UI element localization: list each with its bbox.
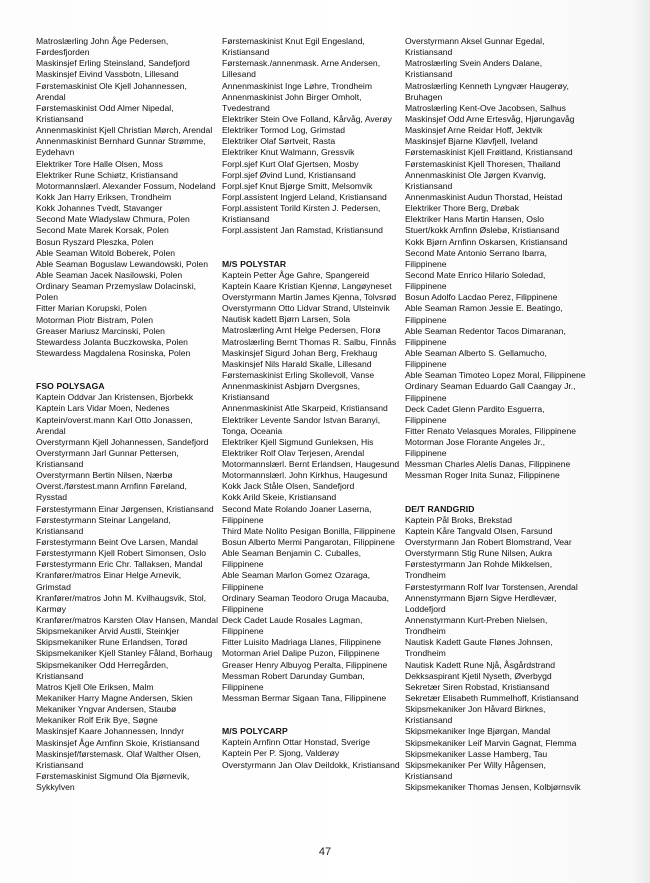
crew-entry-line: Førstestyrmann Beint Ove Larsen, Mandal: [36, 537, 198, 548]
crew-entry-line: Fitter Luisito Madriaga Llanes, Filippinene: [222, 637, 382, 648]
crew-entry-line: Matros Kjell Ole Eriksen, Malm: [36, 681, 154, 692]
crew-entry-line: Able Seaman Timoteo Lopez Moral, Filippinene: [405, 370, 586, 381]
crew-entry-line: Elektriker Tormod Log, Grimstad: [222, 125, 346, 136]
crew-entry-line: Motormannslærl. John Kirkhus, Haugesund: [222, 470, 388, 481]
section-heading-ms-polycarp: M/S POLYCARP: [222, 726, 288, 737]
crew-entry-line: Forpl.assistent Jan Ramstad, Kristiansund: [222, 225, 383, 236]
crew-entry-line: Ordinary Seaman Eduardo Gall Caangay Jr.,: [405, 381, 576, 392]
crew-list: [405, 515, 603, 794]
crew-entry-line: Sekretær Siren Robstad, Kristiansand: [405, 681, 550, 692]
crew-entry-line: Overstyrmann Aksel Gunnar Egedal,: [405, 36, 545, 46]
crew-entry-line: Filippinene: [222, 581, 264, 592]
crew-entry-line: Maskinsjef Nils Harald Skalle, Lillesand: [222, 358, 372, 369]
crew-entry-line: Matroslærling Svein Anders Dalane,: [405, 58, 543, 69]
crew-entry-line: Loddefjord: [405, 603, 446, 614]
crew-entry-line: Able Seaman Witold Boberek, Polen: [36, 247, 176, 258]
crew-entry-line: Kristiansand: [36, 670, 84, 681]
crew-entry-line: Elektriker Stein Ove Folland, Kårvåg, Averøy: [222, 113, 392, 124]
crew-entry-line: Skipsmekaniker Inge Bjørgan, Mandal: [405, 726, 551, 737]
crew-entry-line: Kokk Arild Skeie, Kristiansand: [222, 492, 337, 503]
crew-entry-line: Førstemaskinist Kjell Frøitland, Kristiansand: [405, 147, 573, 158]
crew-entry-line: Overstyrmann Bertin Nilsen, Nærbø: [36, 470, 173, 481]
crew-entry-line: Tvedestrand: [222, 102, 270, 113]
crew-entry-line: Førstestyrmann Rolf Ivar Torstensen, Arendal: [405, 581, 578, 592]
crew-entry-line: Overstyrmann Martin James Kjenna, Tolvsrød: [222, 291, 397, 302]
crew-entry-line: Overstyrmann Jan Robert Blomstrand, Vear: [405, 537, 572, 548]
crew-entry-line: Skipsmekaniker Jon Håvard Birknes,: [405, 704, 546, 715]
crew-entry-line: Bosun Alberto Mermi Pangarotan, Filippinene: [222, 537, 395, 548]
crew-entry-line: Filippinene: [405, 392, 447, 403]
crew-entry-line: Førstestyrmann Eric Chr. Tallaksen, Mandal: [36, 559, 203, 570]
crew-entry-line: Messman Bermar Sigaan Tana, Filippinene: [222, 693, 387, 704]
crew-entry-line: Forpl.assistent Ingjerd Leland, Kristiansand: [222, 191, 387, 202]
crew-entry-line: Annenstyrmann Kurt-Preben Nielsen,: [405, 615, 548, 626]
crew-entry-line: Overst./førstest.mann Arnfinn Føreland,: [36, 481, 187, 492]
crew-entry-line: Maskinsjef Eivind Vassbotn, Lillesand: [36, 69, 179, 80]
crew-entry-line: Deck Cadet Laude Rosales Lagman,: [222, 615, 363, 626]
crew-entry-line: Kristiansand: [405, 47, 453, 58]
crew-entry-line: Able Seaman Marlon Gomez Ozaraga,: [222, 570, 371, 581]
crew-entry-line: Annenstyrmann Bjørn Sigve Herdlevær,: [405, 592, 557, 603]
crew-entry-line: Overstyrmann Kjell Johannessen, Sandefjord: [36, 436, 209, 447]
crew-entry-line: Filippinene: [405, 448, 447, 459]
crew-entry-line: Motorman Jose Florante Angeles Jr.,: [405, 437, 545, 448]
crew-entry-line: Filippinene: [405, 336, 447, 347]
crew-entry-line: Filippinene: [405, 258, 447, 269]
crew-entry-line: Matroslærling Kent-Ove Jacobsen, Salhus: [405, 102, 566, 113]
crew-entry-line: Maskinsjef Åge Arnfinn Skoie, Kristiansand: [36, 737, 200, 748]
crew-entry-line: Kaptein Lars Vidar Moen, Nedenes: [36, 403, 170, 414]
crew-entry-line: Kristiansand: [36, 113, 84, 124]
crew-entry-line: Maskinsjef Kaare Johannessen, Inndyr: [36, 726, 185, 737]
crew-entry-line: Able Seaman Redentor Tacos Dimaranan,: [405, 325, 566, 336]
crew-entry-line: Elektriker Knut Walmann, Gressvik: [222, 147, 355, 158]
crew-entry-line: Matroslærling Kenneth Lyngvær Haugerøy,: [405, 80, 569, 91]
crew-entry-line: Ordinary Seaman Przemyslaw Dolacinski,: [36, 281, 196, 292]
crew-entry-line: Kristiansand: [36, 759, 84, 770]
crew-entry-line: Skipsmekaniker Arvid Austli, Steinkjer: [36, 626, 180, 637]
crew-entry-line: Skipsmekaniker Leif Marvin Gagnat, Flemma: [405, 737, 577, 748]
crew-entry-line: Kristiansand: [405, 180, 453, 191]
crew-list: [222, 36, 420, 237]
crew-entry-line: Nautisk Kadett Gaute Flønes Johnsen,: [405, 637, 553, 648]
crew-entry-line: Motormannslærl. Alexander Fossum, Nodeland: [36, 180, 216, 191]
crew-entry-line: Mekaniker Harry Magne Andersen, Skien: [36, 693, 193, 704]
crew-entry-line: Kokk Jan Harry Eriksen, Trondheim: [36, 191, 172, 202]
section-heading-fso-polysaga: FSO POLYSAGA: [36, 381, 105, 392]
crew-entry-line: Førdesfjorden: [36, 47, 90, 58]
crew-entry-line: Motormannslærl. Bernt Erlandsen, Haugesund: [222, 459, 400, 470]
crew-entry-line: Kristiansand: [36, 459, 84, 470]
crew-entry-line: Annenmaskinist Kjell Christian Mørch, Arendal: [36, 125, 213, 136]
crew-entry-line: Overstyrmann Stig Rune Nilsen, Aukra: [405, 548, 553, 559]
crew-entry-line: Elektriker Hans Martin Hansen, Oslo: [405, 214, 544, 225]
crew-entry-line: Forpl.sjef Øvind Lund, Kristiansand: [222, 169, 356, 180]
crew-entry-line: Greaser Henry Albuyog Peralta, Filippinene: [222, 659, 388, 670]
crew-entry-line: Fitter Marian Korupski, Polen: [36, 303, 147, 314]
crew-entry-line: Kaptein Oddvar Jan Kristensen, Bjorbekk: [36, 392, 194, 403]
section-gap: [222, 237, 420, 259]
crew-entry-line: Skipsmekaniker Kjell Stanley Fåland, Borhaug: [36, 648, 213, 659]
crew-entry-line: Skipsmekaniker Odd Herregården,: [36, 659, 169, 670]
crew-entry-line: Filippinene: [405, 414, 447, 425]
crew-entry-line: Elektriker Rolf Olav Terjesen, Arendal: [222, 447, 365, 458]
crew-entry-line: Filippinene: [222, 626, 264, 637]
crew-entry-line: Matroslærling John Åge Pedersen,: [36, 36, 169, 46]
crew-entry-line: Førstemaskinist Kjell Thoresen, Thailand: [405, 158, 561, 169]
crew-entry-line: Greaser Mariusz Marcinski, Polen: [36, 325, 165, 336]
crew-entry-line: Messman Robert Darunday Gumban,: [222, 670, 365, 681]
crew-entry-line: Skipsmekaniker Thomas Jensen, Kolbjørnsvik: [405, 782, 581, 793]
crew-list: [222, 737, 420, 770]
crew-entry-line: Førstemaskinist Erling Skollevoll, Vanse: [222, 369, 375, 380]
crew-entry-line: Førstemask./annenmask. Arne Andersen,: [222, 58, 381, 69]
crew-entry-line: Annenmaskinist Bernhard Gunnar Strømme,: [36, 136, 206, 147]
crew-entry-line: Kristiansand: [405, 69, 453, 80]
crew-entry-line: Able Seaman Boguslaw Lewandowski, Polen: [36, 258, 208, 269]
crew-entry-line: Annenmaskinist Atle Skarpeid, Kristiansand: [222, 403, 388, 414]
crew-entry-line: Lillesand: [222, 69, 256, 80]
crew-entry-line: Second Mate Marek Korsak, Polen: [36, 225, 169, 236]
crew-entry-line: Maskinsjef Bjarne Kløvfjell, Iveland: [405, 136, 538, 147]
crew-entry-line: Stewardess Jolanta Buczkowska, Polen: [36, 336, 188, 347]
crew-entry-line: Stuert/kokk Arnfinn Øslebø, Kristiansand: [405, 225, 560, 236]
crew-entry-line: Filippinene: [405, 359, 447, 370]
crew-entry-line: Kranfører/matros Einar Helge Arnevik,: [36, 570, 182, 581]
section-heading-ms-polystar: M/S POLYSTAR: [222, 258, 287, 269]
crew-entry-line: Kokk Johannes Tvedt, Stavanger: [36, 203, 163, 214]
crew-entry-line: Elektriker Olaf Sørtveit, Rasta: [222, 136, 336, 147]
crew-entry-line: Mekaniker Rolf Erik Bye, Søgne: [36, 715, 158, 726]
crew-entry-line: Bruhagen: [405, 91, 443, 102]
crew-entry-line: Messman Charles Alelis Danas, Filippinene: [405, 459, 571, 470]
crew-entry-line: Annenmaskinist Ole Jørgen Kvanvig,: [405, 169, 546, 180]
crew-entry-line: Third Mate Nolito Pesigan Bonilla, Filippinene: [222, 525, 396, 536]
crew-entry-line: Deck Cadet Glenn Pardito Esguerra,: [405, 403, 545, 414]
crew-entry-line: Maskinsjef Odd Arne Ertesvåg, Hjørungavåg: [405, 113, 575, 124]
crew-entry-line: Eydehavn: [36, 147, 75, 158]
crew-entry-line: Førstestyrmann Jan Rohde Mikkelsen,: [405, 559, 553, 570]
crew-entry-line: Second Mate Enrico Hilario Soledad,: [405, 269, 546, 280]
crew-entry-line: Kristiansand: [405, 771, 453, 781]
crew-entry-line: Forpl.sjef Knut Bjørge Smitt, Melsomvik: [222, 180, 373, 191]
crew-entry-line: Kaptein Petter Åge Gahre, Spangereid: [222, 269, 370, 280]
crew-entry-line: Maskinsjef Sigurd Johan Berg, Frekhaug: [222, 347, 378, 358]
crew-entry-line: Annenmaskinist Asbjørn Dvergsnes,: [222, 381, 361, 392]
crew-entry-line: Kranfører/matros John M. Kvilhaugsvik, Stol,: [36, 592, 207, 603]
crew-entry-line: Kaptein Kåre Tangvald Olsen, Farsund: [405, 525, 553, 536]
crew-entry-line: Kranfører/matros Karsten Olav Hansen, Mandal: [36, 615, 218, 626]
crew-entry-line: Kristiansand: [222, 392, 270, 403]
crew-entry-line: Kokk Bjørn Arnfinn Oskarsen, Kristiansand: [405, 236, 568, 247]
crew-entry-line: Rysstad: [36, 492, 68, 503]
crew-entry-line: Filippinene: [222, 559, 264, 570]
crew-entry-line: Annenmaskinist Inge Løhre, Trondheim: [222, 80, 372, 91]
crew-entry-line: Elektriker Kjell Sigmund Gunleksen, His: [222, 436, 374, 447]
crew-entry-line: Kristiansand: [222, 214, 270, 225]
crew-entry-line: Sykkylven: [36, 782, 75, 793]
crew-entry-line: Second Mate Wladyslaw Chmura, Polen: [36, 214, 190, 225]
crew-entry-line: Matroslærling Bernt Thomas R. Salbu, Finnås: [222, 336, 397, 347]
page-number: 47: [318, 846, 332, 858]
crew-entry-line: Grimstad: [36, 581, 71, 592]
crew-entry-line: Second Mate Rolando Joaner Laserna,: [222, 503, 372, 514]
crew-entry-line: Kokk Jack Ståle Olsen, Sandefjord: [222, 481, 355, 492]
crew-entry-line: Arendal: [36, 425, 66, 436]
crew-entry-line: Filippinene: [222, 603, 264, 614]
crew-entry-line: Mekaniker Yngvar Andersen, Staubø: [36, 704, 177, 715]
crew-entry-line: Karmøy: [36, 603, 67, 614]
crew-entry-line: Førstemaskinist Sigmund Ola Bjørnevik,: [36, 771, 190, 781]
crew-entry-line: Motorman Piotr Bistram, Polen: [36, 314, 154, 325]
section-heading-det-randgrid: DE/T RANDGRID: [405, 503, 475, 514]
column-2: [222, 36, 420, 771]
crew-entry-line: Kaptein Arnfinn Ottar Honstad, Sverige: [222, 737, 371, 748]
crew-entry-line: Polen: [36, 292, 58, 303]
crew-list: [222, 270, 420, 704]
crew-entry-line: Sekretær Elisabeth Rummelhoff, Kristiansand: [405, 693, 579, 704]
crew-entry-line: Kaptein Pål Broks, Brekstad: [405, 514, 512, 525]
crew-entry-line: Førstestyrmann Steinar Langeland,: [36, 514, 171, 525]
crew-entry-line: Ordinary Seaman Teodoro Oruga Macauba,: [222, 592, 390, 603]
crew-entry-line: Messman Roger Inita Sunaz, Filippinene: [405, 470, 560, 481]
crew-entry-line: Skipsmekaniker Rune Erlandsen, Torød: [36, 637, 188, 648]
crew-entry-line: Førstestyrmann Einar Jørgensen, Kristiansand: [36, 503, 214, 514]
crew-entry-line: Stewardess Magdalena Rosinska, Polen: [36, 347, 191, 358]
crew-entry-line: Filippinene: [222, 681, 264, 692]
crew-list: [405, 36, 603, 482]
section-gap: [405, 482, 603, 504]
crew-entry-line: Overstyrmann Jan Olav Deildokk, Kristiansand: [222, 759, 400, 770]
crew-entry-line: Kristiansand: [36, 525, 84, 536]
crew-entry-line: Able Seaman Jacek Nasilowski, Polen: [36, 269, 183, 280]
column-3: [405, 36, 603, 793]
crew-entry-line: Filippinene: [222, 514, 264, 525]
crew-entry-line: Trondheim: [405, 626, 446, 637]
crew-entry-line: Nautisk Kadett Rune Njå, Åsgårdstrand: [405, 659, 555, 670]
crew-entry-line: Førstemaskinist Ole Kjell Johannessen,: [36, 80, 187, 91]
crew-entry-line: Overstyrmann Jarl Gunnar Pettersen,: [36, 447, 179, 458]
crew-entry-line: Filippinene: [405, 314, 447, 325]
crew-entry-line: Maskinsjef Arne Reidar Hoff, Jektvik: [405, 125, 543, 136]
crew-entry-line: Able Seaman Alberto S. Gellamucho,: [405, 347, 547, 358]
crew-entry-line: Elektriker Thore Berg, Drøbak: [405, 203, 519, 214]
crew-entry-line: Overstyrmann Otto Lidvar Strand, Ulsteinvik: [222, 303, 390, 314]
crew-entry-line: Kristiansand: [222, 47, 270, 58]
column-1: [36, 36, 234, 793]
crew-entry-line: Dekksaspirant Kjetil Nyseth, Øverbygd: [405, 670, 552, 681]
crew-entry-line: Bosun Ryszard Pleszka, Polen: [36, 236, 154, 247]
crew-entry-line: Arendal: [36, 91, 66, 102]
section-gap: [36, 359, 234, 381]
crew-entry-line: Maskinsjef/førstemask. Olaf Walther Olsen,: [36, 748, 201, 759]
crew-entry-line: Motorman Ariel Dalipe Puzon, Filippinene: [222, 648, 380, 659]
crew-entry-line: Matroslærling Arnt Helge Pedersen, Florø: [222, 325, 381, 336]
crew-entry-line: Kaptein Per P. Sjong, Valderøy: [222, 748, 340, 759]
page-edge-shadow: [632, 0, 650, 883]
crew-entry-line: Maskinsjef Erling Steinsland, Sandefjord: [36, 58, 190, 69]
crew-entry-line: Elektriker Tore Halle Olsen, Moss: [36, 158, 163, 169]
crew-entry-line: Trondheim: [405, 570, 446, 581]
crew-entry-line: Førstestyrmann Kjell Robert Simonsen, Oslo: [36, 548, 207, 559]
crew-entry-line: Second Mate Antonio Serrano Ibarra,: [405, 247, 547, 258]
crew-entry-line: Skipsmekaniker Per Willy Hågensen,: [405, 759, 546, 770]
crew-entry-line: Trondheim: [405, 648, 446, 659]
crew-entry-line: Kaptein/overst.mann Karl Otto Jonassen,: [36, 414, 193, 425]
crew-list: [36, 392, 234, 793]
crew-list: [36, 36, 234, 359]
crew-entry-line: Filippinene: [405, 281, 447, 292]
crew-entry-line: Annenmaskinist John Birger Omholt,: [222, 91, 362, 102]
crew-entry-line: Forpl.sjef Kurt Olaf Gjertsen, Mosby: [222, 158, 359, 169]
crew-entry-line: Førstemaskinist Knut Egil Engesland,: [222, 36, 365, 46]
crew-entry-line: Able Seaman Ramon Jessie E. Beatingo,: [405, 303, 563, 314]
crew-entry-line: Tonga, Oceania: [222, 425, 283, 436]
crew-entry-line: Nautisk kadett Bjørn Larsen, Sola: [222, 314, 351, 325]
section-gap: [222, 704, 420, 726]
crew-entry-line: Elektriker Levente Sandor Istvan Baranyi,: [222, 414, 381, 425]
crew-entry-line: Bosun Adolfo Lacdao Perez, Filippinene: [405, 292, 558, 303]
crew-entry-line: Forpl.assistent Torild Kirsten J. Pedersen,: [222, 203, 381, 214]
crew-entry-line: Fitter Renato Velasques Morales, Filippinene: [405, 425, 577, 436]
crew-entry-line: Able Seaman Benjamin C. Cuballes,: [222, 548, 362, 559]
crew-entry-line: Skipsmekaniker Lasse Hamberg, Tau: [405, 748, 548, 759]
crew-entry-line: Førstemaskinist Odd Almer Nipedal,: [36, 102, 174, 113]
crew-entry-line: Kristiansand: [405, 715, 453, 726]
crew-entry-line: Kaptein Kaare Kristian Kjennø, Langøyneset: [222, 280, 392, 291]
crew-entry-line: Elektriker Rune Schiøtz, Kristiansand: [36, 169, 178, 180]
crew-entry-line: Annenmaskinist Audun Thorstad, Heistad: [405, 191, 563, 202]
